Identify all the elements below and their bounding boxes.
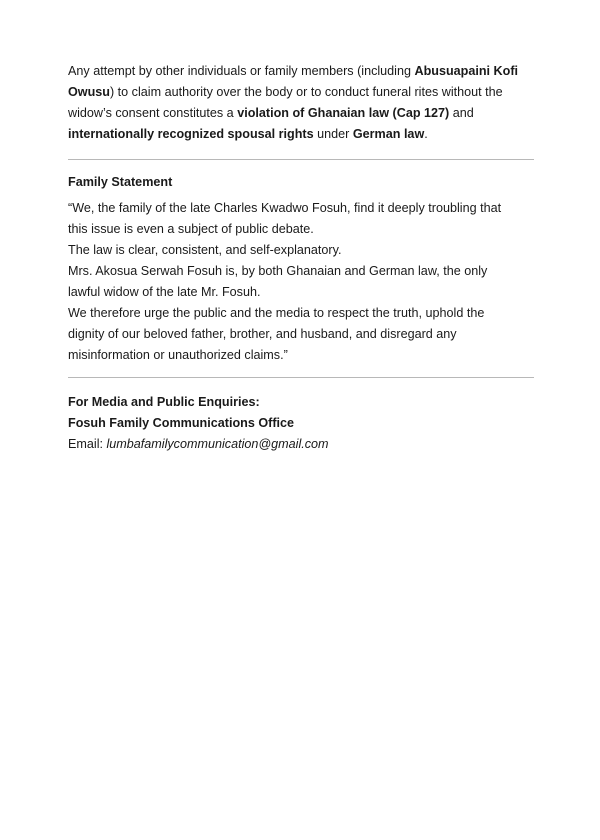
- intro-bold-german-law: German law: [352, 127, 425, 141]
- statement-line: dignity of our beloved father, brother, and husband, and disregard any: [68, 327, 457, 341]
- intro-bold-violation: violation of Ghanaian law (Cap 127): [237, 106, 450, 120]
- intro-bold-rights: internationally recognized spousal rights: [68, 127, 314, 141]
- statement-line: misinformation or unauthorized claims.”: [68, 348, 288, 362]
- contact-office: Fosuh Family Communications Office: [68, 416, 295, 430]
- contact-email-line: [68, 434, 534, 455]
- statement-line: lawful widow of the late Mr. Fosuh.: [68, 285, 261, 299]
- statement-line: “We, the family of the late Charles Kwadwo Fosuh, find it deeply troubling that: [68, 201, 502, 215]
- intro-text-2: ) to claim authority over the body or to conduct funeral rites without the widow’s consent constitutes a: [68, 85, 503, 120]
- contact-heading: For Media and Public Enquiries:: [68, 395, 260, 409]
- intro-text-4: under: [313, 127, 353, 141]
- intro-text-5: .: [424, 127, 428, 141]
- statement-line: The law is clear, consistent, and self-explanatory.: [68, 243, 342, 257]
- divider-2: [68, 377, 534, 378]
- intro-bold-name: Abusuapaini Kofi Owusu: [68, 64, 519, 99]
- intro-text-1: Any attempt by other individuals or family members (including: [68, 64, 415, 78]
- statement-line: Mrs. Akosua Serwah Fosuh is, by both Ghanaian and German law, the only: [68, 264, 488, 278]
- statement-line: We therefore urge the public and the media to respect the truth, uphold the: [68, 306, 485, 320]
- email-address[interactable]: lumbafamilycommunication@gmail.com: [106, 437, 329, 451]
- family-statement-body: [68, 198, 534, 366]
- email-label: Email:: [68, 437, 107, 451]
- document-page: [68, 61, 534, 455]
- intro-text-3: and: [449, 106, 474, 120]
- contact-block: [68, 392, 534, 455]
- divider-1: [68, 159, 534, 160]
- family-statement-heading: Family Statement: [68, 175, 173, 189]
- intro-paragraph: [68, 61, 534, 145]
- statement-line: this issue is even a subject of public debate.: [68, 222, 314, 236]
